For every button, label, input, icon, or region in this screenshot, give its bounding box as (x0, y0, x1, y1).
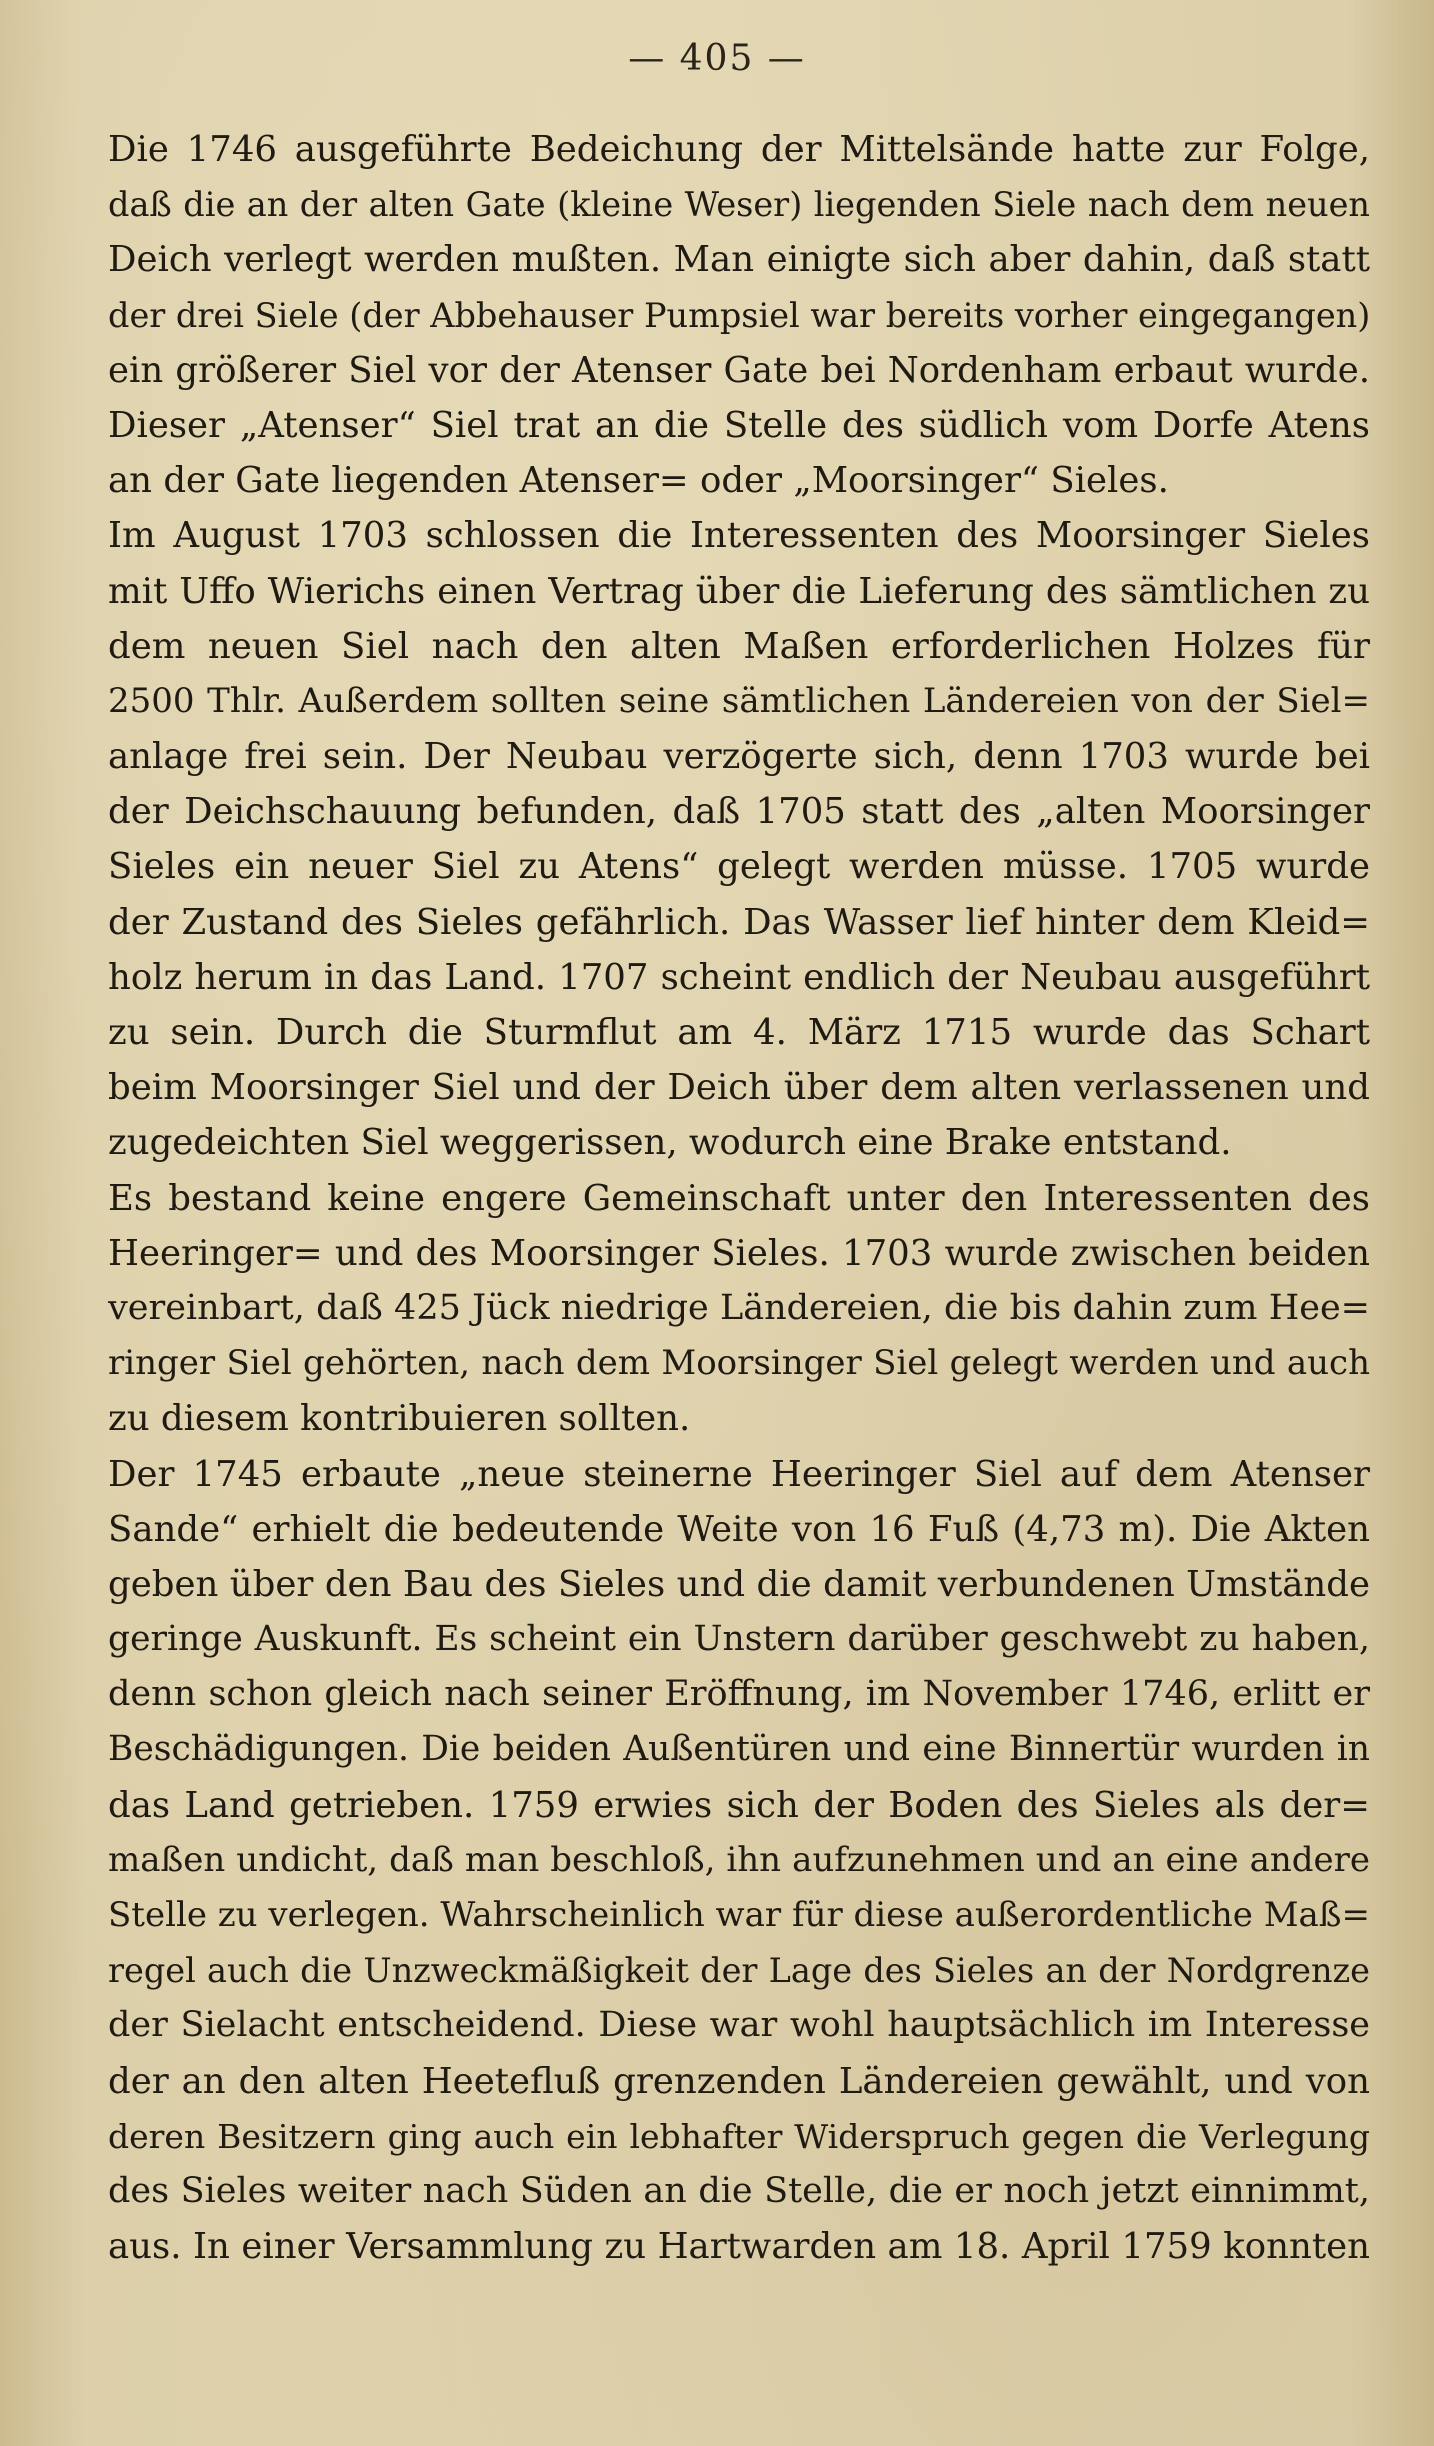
text-line: der Deichschauung befunden, daß 1705 statt des „alten Moorsinger (108, 791, 1370, 833)
text-line: maßen undicht, daß man beschloß, ihn aufzunehmen und an eine andere (108, 1839, 1370, 1880)
text-line: der Sielacht entscheidend. Diese war wohl hauptsächlich im Interesse (108, 2005, 1370, 2046)
text-line: Sande“ erhielt die bedeutende Weite von 16 Fuß (4,73 m). Die Akten (108, 1508, 1370, 1550)
text-line: geben über den Bau des Sieles und die damit verbundenen Umstände (108, 1563, 1370, 1605)
text-line: ringer Siel gehörten, nach dem Moorsinger Siel gelegt werden und auch (108, 1343, 1370, 1384)
text-line: denn schon gleich nach seiner Eröffnung, im November 1746, erlitt er (108, 1674, 1370, 1715)
text-line: Stelle zu verlegen. Wahrscheinlich war für diese außerordentliche Maß= (108, 1895, 1370, 1935)
text-line: zugedeichten Siel weggerissen, wodurch eine Brake entstand. (108, 1122, 1232, 1164)
text-line: Es bestand keine engere Gemeinschaft unter den Interessenten des (108, 1177, 1370, 1219)
text-line: beim Moorsinger Siel und der Deich über dem alten verlassenen und (108, 1067, 1370, 1109)
text-line: anlage frei sein. Der Neubau verzögerte sich, denn 1703 wurde bei (108, 736, 1370, 778)
text-line: zu diesem kontribuieren sollten. (108, 1398, 691, 1440)
text-line: daß die an der alten Gate (kleine Weser) liegenden Siele nach dem neuen (108, 185, 1370, 225)
text-line: Der 1745 erbaute „neue steinerne Heeringer Siel auf dem Atenser (108, 1453, 1370, 1495)
text-line: deren Besitzern ging auch ein lebhafter Widerspruch gegen die Verlegung (108, 2116, 1370, 2156)
text-line: des Sieles weiter nach Süden an die Stelle, die er noch jetzt einnimmt, (108, 2170, 1370, 2211)
text-line: Deich verlegt werden mußten. Man einigte sich aber dahin, daß statt (108, 239, 1370, 281)
text-line: der drei Siele (der Abbehauser Pumpsiel war bereits vorher eingegangen) (108, 295, 1370, 335)
text-line: 2500 Thlr. Außerdem sollten seine sämtlichen Ländereien von der Siel= (108, 680, 1370, 721)
text-line: Sieles ein neuer Siel zu Atens“ gelegt werden müsse. 1705 wurde (108, 846, 1370, 888)
text-line: aus. In einer Versammlung zu Hartwarden am 18. April 1759 konnten (108, 2226, 1370, 2268)
text-line: vereinbart, daß 425 Jück niedrige Ländereien, die bis dahin zum Hee= (108, 1287, 1370, 1328)
text-line: Die 1746 ausgeführte Bedeichung der Mittelsände hatte zur Folge, (108, 129, 1370, 170)
text-line: regel auch die Unzweckmäßigkeit der Lage des Sieles an der Nordgrenze (108, 1951, 1370, 1991)
text-line: geringe Auskunft. Es scheint ein Unstern darüber geschwebt zu haben, (108, 1619, 1370, 1660)
text-line: der an den alten Heetefluß grenzenden Ländereien gewählt, und von (108, 2060, 1370, 2102)
text-line: an der Gate liegenden Atenser= oder „Moorsinger“ Sieles. (108, 460, 1169, 502)
text-line: Dieser „Atenser“ Siel trat an die Stelle des südlich vom Dorfe Atens (108, 404, 1370, 446)
text-line: Heeringer= und des Moorsinger Sieles. 1703 wurde zwischen beiden (108, 1232, 1370, 1274)
text-line: Im August 1703 schlossen die Interessenten des Moorsinger Sieles (108, 515, 1370, 557)
text-line: dem neuen Siel nach den alten Maßen erforderlichen Holzes für (108, 625, 1370, 667)
text-line: das Land getrieben. 1759 erwies sich der Boden des Sieles als der= (108, 1784, 1370, 1826)
text-line: zu sein. Durch die Sturmflut am 4. März 1715 wurde das Schart (108, 1012, 1370, 1053)
page-number-header: — 405 — (628, 38, 806, 79)
text-line: der Zustand des Sieles gefährlich. Das Wasser lief hinter dem Kleid= (108, 901, 1370, 943)
text-line: mit Uffo Wierichs einen Vertrag über die Lieferung des sämtlichen zu (108, 570, 1370, 612)
text-line: holz herum in das Land. 1707 scheint endlich der Neubau ausgeführt (108, 956, 1370, 998)
text-line: Beschädigungen. Die beiden Außentüren und eine Binnertür wurden in (108, 1729, 1370, 1770)
text-line: ein größerer Siel vor der Atenser Gate bei Nordenham erbaut wurde. (108, 349, 1370, 391)
body-text (108, 122, 1370, 2274)
